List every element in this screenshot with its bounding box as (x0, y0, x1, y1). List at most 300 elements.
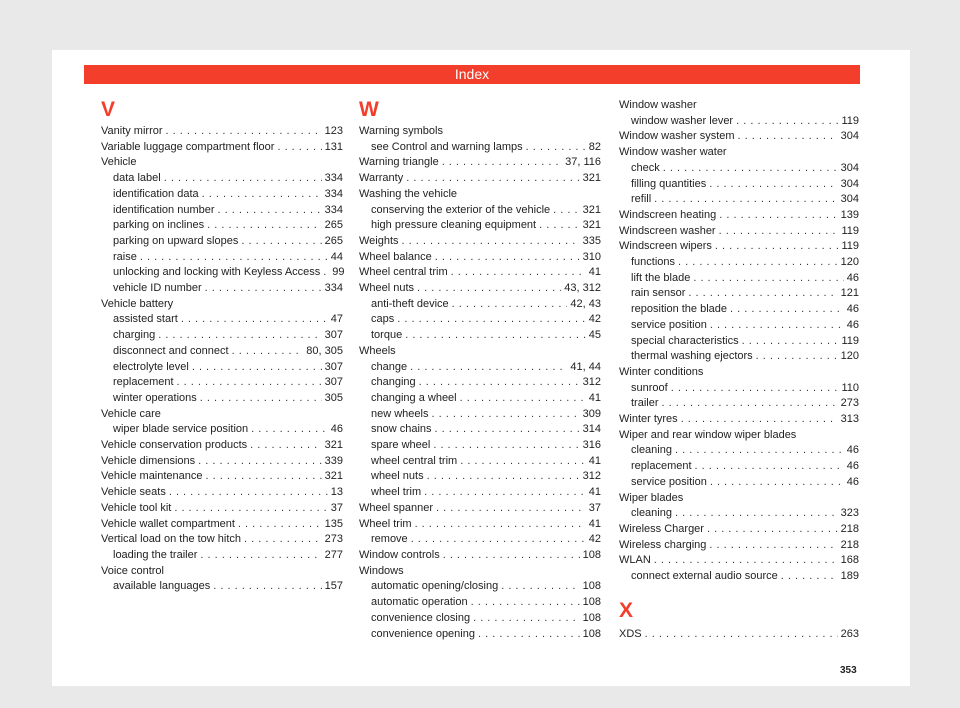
entry-term: new wheels (371, 407, 429, 420)
dot-leader (431, 407, 579, 423)
entry-page-ref: 108 (582, 580, 601, 593)
index-heading: Wiper and rear window wiper blades (619, 428, 797, 441)
index-heading: Winter conditions (619, 365, 704, 378)
entry-term: Window controls (359, 548, 440, 561)
index-entry (101, 454, 343, 470)
entry-page-ref: 42 (588, 533, 601, 546)
index-subentry (101, 203, 343, 219)
entry-term: changing (371, 376, 416, 389)
entry-term: service position (631, 475, 707, 488)
entry-page-ref: 108 (582, 627, 601, 640)
dot-leader (411, 532, 586, 548)
index-entry (359, 155, 601, 171)
entry-term: rain sensor (631, 287, 686, 300)
index-subentry (359, 438, 601, 454)
entry-term: Vehicle seats (101, 486, 166, 499)
entry-page-ref: 189 (840, 570, 859, 583)
entry-term: automatic operation (371, 596, 468, 609)
entry-page-ref: 46 (330, 423, 343, 436)
dot-leader (553, 203, 579, 219)
dot-leader (202, 187, 322, 203)
dot-leader (244, 532, 322, 548)
entry-page-ref: 135 (324, 517, 343, 530)
entry-term: anti-theft device (371, 297, 449, 310)
index-entry (359, 265, 601, 281)
dot-leader (663, 161, 838, 177)
entry-term: Windscreen heating (619, 208, 717, 221)
entry-page-ref: 334 (324, 172, 343, 185)
entry-term: trailer (631, 397, 659, 410)
index-heading: Vehicle (101, 156, 137, 169)
dot-leader (424, 485, 586, 501)
entry-page-ref: 304 (840, 193, 859, 206)
index-heading: Wiper blades (619, 491, 684, 504)
dot-leader (427, 469, 580, 485)
entry-term: reposition the blade (631, 303, 728, 316)
index-subentry (359, 627, 601, 643)
entry-page-ref: 46 (846, 460, 859, 473)
dot-leader (177, 375, 322, 391)
entry-page-ref: 218 (840, 522, 859, 535)
index-entry (619, 553, 859, 569)
dot-leader (654, 553, 838, 569)
dot-leader (756, 349, 838, 365)
entry-page-ref: 265 (324, 234, 343, 247)
entry-page-ref: 41 (588, 517, 601, 530)
entry-term: WLAN (619, 554, 651, 567)
index-subentry (101, 422, 343, 438)
dot-leader (707, 522, 838, 538)
entry-page-ref: 316 (582, 439, 601, 452)
index-letter: V (101, 98, 116, 121)
entry-page-ref: 82 (588, 140, 601, 153)
entry-page-ref: 335 (582, 234, 601, 247)
entry-term: Wheel balance (359, 250, 432, 263)
entry-page-ref: 80, 305 (306, 344, 343, 357)
dot-leader (671, 381, 839, 397)
entry-page-ref: 307 (324, 360, 343, 373)
dot-leader (415, 517, 586, 533)
dot-leader (730, 302, 844, 318)
entry-page-ref: 323 (840, 507, 859, 520)
index-heading: Wheels (359, 344, 396, 357)
index-entry (359, 281, 601, 297)
index-subentry (101, 250, 343, 266)
index-subentry (619, 114, 859, 130)
dot-leader (417, 281, 561, 297)
entry-page-ref: 13 (330, 486, 343, 499)
entry-page-ref: 110 (841, 381, 859, 394)
index-subentry (101, 218, 343, 234)
index-heading: Window washer (619, 99, 697, 111)
entry-page-ref: 321 (582, 172, 601, 185)
dot-leader (218, 203, 322, 219)
entry-term: high pressure cleaning equipment (371, 219, 537, 232)
index-subentry (359, 579, 601, 595)
entry-term: wiper blade service position (113, 423, 249, 436)
entry-term: Vehicle dimensions (101, 454, 196, 467)
index-subentry (619, 396, 859, 412)
entry-page-ref: 334 (324, 203, 343, 216)
entry-page-ref: 46 (846, 444, 859, 457)
entry-page-ref: 108 (582, 548, 601, 561)
entry-term: special characteristics (631, 334, 739, 347)
dot-leader (442, 155, 562, 171)
dot-leader (232, 344, 304, 360)
index-subentry (101, 171, 343, 187)
entry-page-ref: 339 (324, 454, 343, 467)
entry-term: convenience closing (371, 611, 471, 624)
dot-leader (164, 171, 322, 187)
entry-term: replacement (113, 376, 174, 389)
dot-leader (169, 485, 328, 501)
dot-leader (662, 396, 838, 412)
entry-term: Window washer system (619, 130, 735, 143)
index-subentry (359, 218, 601, 234)
index-subentry (359, 312, 601, 328)
dot-leader (200, 548, 321, 564)
entry-term: thermal washing ejectors (631, 350, 753, 363)
index-subentry (619, 192, 859, 208)
index-subentry (101, 579, 343, 595)
index-subentry (359, 532, 601, 548)
dot-leader (710, 318, 844, 334)
index-heading: Windows (359, 564, 404, 577)
dot-leader (473, 611, 580, 627)
entry-term: filling quantities (631, 177, 707, 190)
entry-page-ref: 307 (324, 376, 343, 389)
index-subentry (619, 286, 859, 302)
dot-leader (736, 114, 838, 130)
index-heading: Vehicle care (101, 407, 161, 420)
index-entry (101, 469, 343, 485)
entry-term: Wheel nuts (359, 282, 415, 295)
dot-leader (174, 501, 327, 517)
dot-leader (719, 224, 839, 240)
dot-leader (681, 412, 838, 428)
dot-leader (405, 328, 586, 344)
entry-term: Wheel trim (359, 517, 412, 530)
dot-leader (200, 391, 322, 407)
index-letter: X (619, 598, 634, 622)
entry-term: electrolyte level (113, 360, 189, 373)
index-entry (359, 548, 601, 564)
index-entry (101, 140, 343, 156)
entry-page-ref: 265 (324, 219, 343, 232)
entry-term: spare wheel (371, 439, 431, 452)
entry-term: Wheel central trim (359, 266, 448, 279)
dot-leader (435, 422, 580, 438)
entry-term: vehicle ID number (113, 282, 202, 295)
entry-page-ref: 321 (324, 439, 343, 452)
entry-page-ref: 119 (841, 224, 859, 237)
index-column-3 (619, 98, 859, 643)
dot-leader (645, 627, 838, 643)
index-subentry (359, 422, 601, 438)
dot-leader (654, 192, 837, 208)
index-entry (101, 501, 343, 517)
page-number: 353 (840, 665, 857, 676)
index-subentry (101, 548, 343, 564)
index-subentry (619, 443, 859, 459)
index-subentry (101, 187, 343, 203)
dot-leader (678, 255, 838, 271)
entry-page-ref: 304 (840, 177, 859, 190)
entry-page-ref: 334 (324, 282, 343, 295)
index-entry (101, 438, 343, 454)
entry-term: Vehicle wallet compartment (101, 517, 235, 530)
index-entry (619, 627, 859, 643)
entry-term: Vehicle tool kit (101, 501, 172, 514)
entry-page-ref: 307 (324, 329, 343, 342)
dot-leader (715, 239, 839, 255)
index-subentry (619, 349, 859, 365)
entry-term: Windscreen washer (619, 224, 716, 237)
entry-term: wheel trim (371, 486, 422, 499)
index-subentry (359, 611, 601, 627)
entry-page-ref: 44 (330, 250, 343, 263)
index-subentry (359, 360, 601, 376)
entry-term: raise (113, 250, 137, 263)
entry-term: check (631, 161, 660, 174)
entry-page-ref: 41 (588, 454, 601, 467)
entry-page-ref: 139 (840, 208, 859, 221)
entry-term: available languages (113, 580, 211, 593)
index-subentry (359, 375, 601, 391)
entry-term: charging (113, 329, 156, 342)
dot-leader (709, 177, 837, 193)
dot-leader (213, 579, 321, 595)
dot-leader (710, 475, 844, 491)
entry-term: automatic opening/closing (371, 580, 499, 593)
index-heading: Warning symbols (359, 125, 443, 137)
dot-leader (406, 171, 579, 187)
index-heading: Voice control (101, 564, 164, 577)
entry-page-ref: 334 (324, 187, 343, 200)
entry-term: caps (371, 313, 395, 326)
dot-leader (181, 312, 328, 328)
index-entry (619, 412, 859, 428)
entry-page-ref: 131 (324, 140, 343, 153)
entry-term: service position (631, 318, 707, 331)
dot-leader (688, 286, 837, 302)
entry-page-ref: 46 (846, 303, 859, 316)
entry-page-ref: 47 (330, 313, 343, 326)
entry-term: functions (631, 256, 676, 269)
entry-term: winter operations (113, 391, 197, 404)
entry-term: Vanity mirror (101, 125, 163, 137)
entry-page-ref: 121 (840, 287, 859, 300)
index-subentry (619, 459, 859, 475)
index-subentry (101, 391, 343, 407)
entry-term: change (371, 360, 408, 373)
entry-term: Wireless charging (619, 538, 707, 551)
entry-page-ref: 41, 44 (570, 360, 601, 373)
entry-page-ref: 37, 116 (565, 156, 601, 169)
entry-page-ref: 43, 312 (564, 282, 601, 295)
entry-term: Vehicle conservation products (101, 439, 248, 452)
index-subentry (619, 302, 859, 318)
index-letter: W (359, 98, 379, 121)
entry-term: convenience opening (371, 627, 475, 640)
index-subentry (101, 375, 343, 391)
index-entry (619, 129, 859, 145)
dot-leader (397, 312, 586, 328)
index-heading: Window washer water (619, 146, 727, 159)
entry-term: replacement (631, 460, 692, 473)
entry-term: Vehicle maintenance (101, 470, 203, 483)
entry-page-ref: 273 (324, 533, 343, 546)
index-entry (359, 171, 601, 187)
entry-term: refill (631, 193, 652, 206)
entry-page-ref: 37 (588, 501, 601, 514)
dot-leader (738, 129, 838, 145)
index-subentry (359, 454, 601, 470)
entry-page-ref: 45 (588, 329, 601, 342)
index-entry (619, 208, 859, 224)
dot-leader (436, 501, 586, 517)
entry-page-ref: 46 (846, 271, 859, 284)
index-subentry (101, 360, 343, 376)
index-entry (101, 532, 343, 548)
dot-leader (675, 443, 844, 459)
dot-leader (742, 334, 839, 350)
index-entry (101, 124, 343, 140)
dot-leader (433, 438, 579, 454)
entry-term: window washer lever (631, 114, 734, 127)
dot-leader (251, 422, 328, 438)
dot-leader (443, 548, 580, 564)
entry-page-ref: 168 (840, 554, 859, 567)
index-entry (359, 234, 601, 250)
dot-leader (539, 218, 580, 234)
dot-leader (410, 360, 567, 376)
entry-page-ref: 314 (582, 423, 601, 436)
entry-term: disconnect and connect (113, 344, 229, 357)
dot-leader (471, 595, 580, 611)
dot-leader (250, 438, 321, 454)
dot-leader (501, 579, 579, 595)
dot-leader (693, 271, 843, 287)
entry-page-ref: 312 (582, 376, 601, 389)
index-subentry (101, 344, 343, 360)
entry-term: XDS (619, 627, 642, 640)
entry-term: Wheel spanner (359, 501, 433, 514)
entry-page-ref: 263 (840, 627, 859, 640)
entry-page-ref: 321 (582, 203, 601, 216)
entry-page-ref: 46 (846, 318, 859, 331)
dot-leader (781, 569, 838, 585)
index-subentry (359, 391, 601, 407)
entry-page-ref: 312 (582, 470, 601, 483)
entry-page-ref: 304 (840, 161, 859, 174)
index-entry (359, 250, 601, 266)
entry-term: torque (371, 329, 403, 342)
index-entry (359, 501, 601, 517)
entry-page-ref: 108 (582, 611, 601, 624)
index-subentry (101, 281, 343, 297)
entry-page-ref: 157 (324, 580, 343, 593)
dot-leader (238, 517, 322, 533)
entry-term: Variable luggage compartment floor (101, 140, 275, 153)
index-entry (101, 517, 343, 533)
entry-term: assisted start (113, 313, 178, 326)
index-subentry (101, 312, 343, 328)
entry-page-ref: 41 (588, 391, 601, 404)
index-subentry (101, 328, 343, 344)
dot-leader (158, 328, 321, 344)
dot-leader (198, 454, 321, 470)
entry-term: identification data (113, 187, 199, 200)
index-heading: Vehicle battery (101, 297, 174, 310)
entry-term: Windscreen wipers (619, 240, 712, 253)
index-subentry (619, 381, 859, 397)
entry-page-ref: 41 (588, 486, 601, 499)
entry-page-ref: 99 (332, 266, 345, 279)
entry-page-ref: 123 (324, 125, 343, 137)
dot-leader (205, 281, 322, 297)
entry-page-ref: 273 (840, 397, 859, 410)
entry-page-ref: 37 (330, 501, 343, 514)
entry-page-ref: 310 (582, 250, 601, 263)
dot-leader (140, 250, 328, 266)
entry-page-ref: 42, 43 (570, 297, 601, 310)
dot-leader (719, 208, 837, 224)
entry-page-ref: 108 (582, 596, 601, 609)
entry-term: remove (371, 533, 408, 546)
entry-page-ref: 119 (841, 334, 859, 347)
entry-term: identification number (113, 203, 215, 216)
entry-term: parking on inclines (113, 219, 205, 232)
entry-term: Vertical load on the tow hitch (101, 533, 242, 546)
dot-leader (206, 469, 322, 485)
index-entry (101, 485, 343, 501)
index-subentry (619, 506, 859, 522)
index-subentry (101, 234, 343, 250)
entry-term: parking on upward slopes (113, 234, 239, 247)
index-subentry (359, 485, 601, 501)
entry-term: wheel central trim (371, 454, 458, 467)
index-column-1 (101, 98, 343, 595)
dot-leader (323, 265, 329, 281)
dot-leader (695, 459, 844, 475)
dot-leader (207, 218, 322, 234)
entry-term: unlocking and locking with Keyless Access (113, 266, 321, 279)
dot-leader (460, 391, 586, 407)
entry-page-ref: 321 (324, 470, 343, 483)
entry-term: wheel nuts (371, 470, 424, 483)
entry-term: snow chains (371, 423, 432, 436)
dot-leader (451, 265, 586, 281)
index-entry (359, 517, 601, 533)
entry-page-ref: 321 (582, 219, 601, 232)
dot-leader (460, 454, 586, 470)
dot-leader (526, 140, 586, 156)
entry-term: Winter tyres (619, 413, 678, 426)
dot-leader (241, 234, 321, 250)
index-subentry (619, 177, 859, 193)
index-subentry (359, 297, 601, 313)
dot-leader (675, 506, 838, 522)
dot-leader (478, 627, 580, 643)
index-subentry (359, 328, 601, 344)
index-subentry (619, 334, 859, 350)
index-column-2 (359, 98, 601, 642)
entry-page-ref: 305 (324, 391, 343, 404)
dot-leader (419, 375, 580, 391)
entry-term: Warranty (359, 172, 404, 185)
entry-page-ref: 46 (846, 475, 859, 488)
